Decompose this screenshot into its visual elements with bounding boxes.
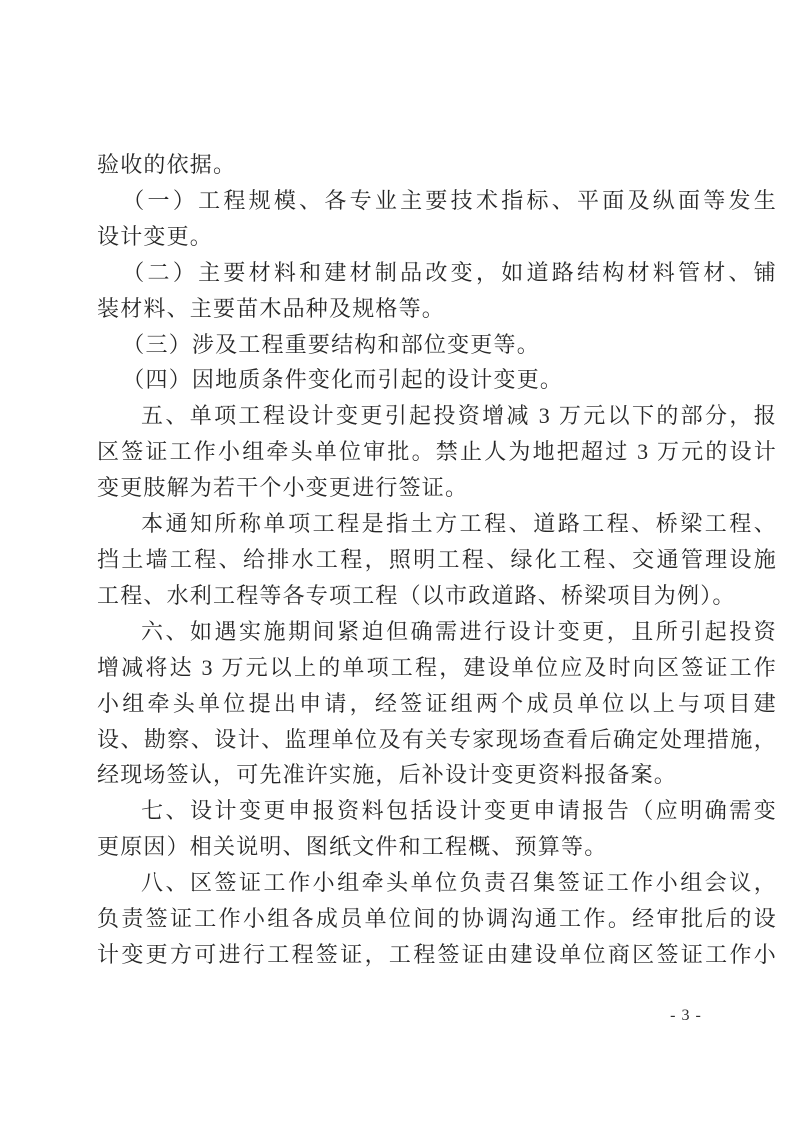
text-line: 七、设计变更申报资料包括设计变更申请报告（应明确需变 <box>141 798 777 824</box>
text-line: 本通知所称单项工程是指土方工程、道路工程、桥梁工程、 <box>141 511 777 537</box>
text-line: 增减将达 3 万元以上的单项工程，建设单位应及时向区签证工作 <box>97 654 777 680</box>
text-line: 更原因）相关说明、图纸文件和工程概、预算等。 <box>97 834 608 860</box>
text-line: 小组牵头单位提出申请，经签证组两个成员单位以上与项目建 <box>97 690 777 716</box>
text-line: 经现场签认，可先准许实施，后补设计变更资料报备案。 <box>97 762 678 788</box>
text-line: 验收的依据。 <box>97 152 237 177</box>
text-line: 设计变更。 <box>97 223 214 249</box>
text-line: 变更肢解为若干个小变更进行签证。 <box>97 475 469 501</box>
text-line: 六、如遇实施期间紧迫但确需进行设计变更，且所引起投资 <box>141 618 777 644</box>
text-line: （三）涉及工程重要结构和部位变更等。 <box>122 331 540 357</box>
text-line: 工程、水利工程等各专项工程（以市政道路、桥梁项目为例）。 <box>97 582 736 608</box>
document-body <box>97 147 777 973</box>
text-line: （二）主要材料和建材制品改变，如道路结构材料管材、铺 <box>122 259 777 285</box>
text-line: 区签证工作小组牵头单位审批。禁止人为地把超过 3 万元的设计 <box>97 439 777 465</box>
text-line: 计变更方可进行工程签证，工程签证由建设单位商区签证工作小 <box>97 941 777 967</box>
text-line: 挡土墙工程、给排水工程，照明工程、绿化工程、交通管理设施 <box>97 546 777 572</box>
text-line: 五、单项工程设计变更引起投资增减 3 万元以下的部分，报 <box>141 403 777 429</box>
text-line: （四）因地质条件变化而引起的设计变更。 <box>122 367 564 393</box>
text-line: 设、勘察、设计、监理单位及有关专家现场查看后确定处理措施， <box>97 726 777 752</box>
text-line: 八、区签证工作小组牵头单位负责召集签证工作小组会议， <box>141 870 777 896</box>
text-line: 负责签证工作小组各成员单位间的协调沟通工作。经审批后的设 <box>97 906 777 932</box>
text-line: 装材料、主要苗木品种及规格等。 <box>97 295 446 321</box>
page-number: - 3 - <box>670 1007 702 1024</box>
text-line: （一）工程规模、各专业主要技术指标、平面及纵面等发生 <box>122 187 777 213</box>
